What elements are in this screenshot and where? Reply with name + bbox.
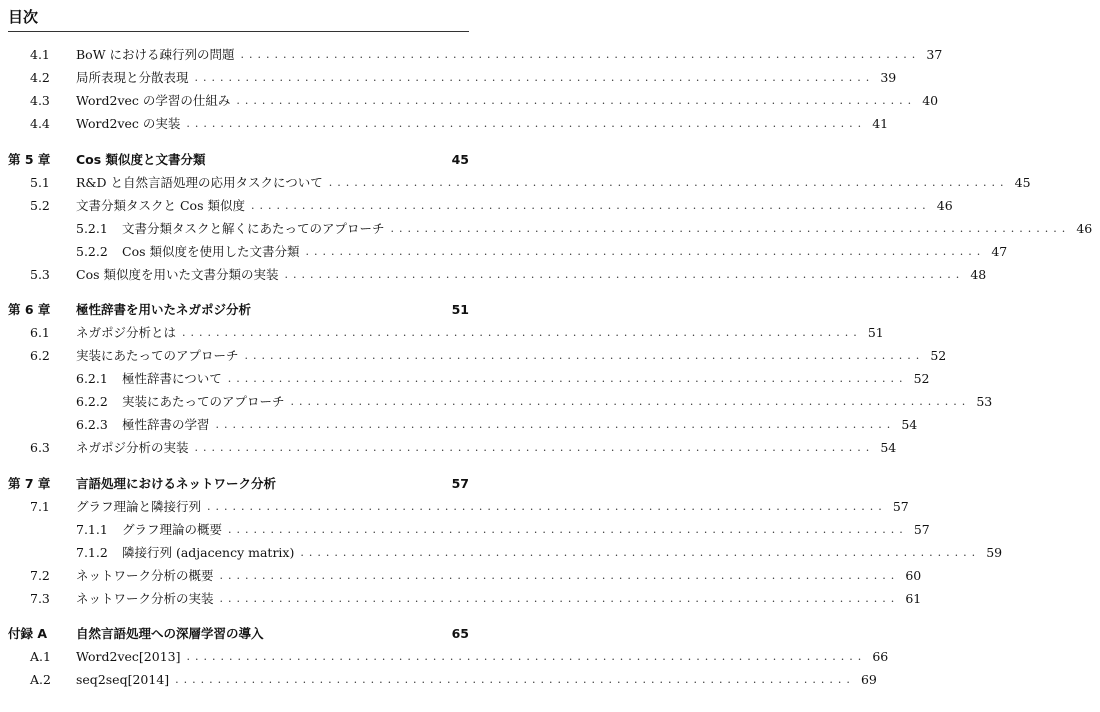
- toc-leader-dots: ................................................................................: [305, 245, 986, 258]
- toc-entry-subsection[interactable]: [0, 392, 993, 412]
- toc-leader-dots: ................................................................................: [328, 176, 1009, 189]
- toc-entry-page-number: 60: [905, 568, 922, 583]
- toc-entry-page-number: 69: [860, 672, 877, 687]
- toc-leader-dots: ................................................................................: [236, 94, 917, 107]
- toc-leader-dots: ................................................................................: [250, 199, 931, 212]
- toc-entry-number: 4.3: [30, 93, 50, 108]
- toc-leader-dots: ................................................................................: [300, 546, 981, 559]
- toc-entry-page-number: 61: [905, 591, 922, 606]
- toc-entry-title: 文書分類タスクと Cos 類似度: [76, 198, 245, 213]
- toc-entry-section[interactable]: [0, 68, 897, 88]
- toc-entry-page-number: 37: [926, 47, 943, 62]
- toc-entry-page-number: 57: [892, 499, 909, 514]
- toc-entry-section[interactable]: [0, 670, 877, 690]
- toc-entry-title: 極性辞書について: [122, 371, 222, 386]
- toc-entry-title: Cos 類似度を用いた文書分類の実装: [76, 267, 279, 282]
- toc-entry-number: 6.2.2: [76, 394, 108, 409]
- toc-entry-chapter[interactable]: [0, 150, 477, 170]
- toc-leader-dots: ................................................................................: [219, 592, 900, 605]
- toc-entry-title: Word2vec[2013]: [76, 649, 181, 664]
- toc-entry-number: A.2: [30, 672, 51, 687]
- toc-leader-dots: ................................................................................: [194, 441, 875, 454]
- toc-entry-number: 6.1: [30, 325, 50, 340]
- toc-entry-page-number: 52: [913, 371, 930, 386]
- toc-entry-title: seq2seq[2014]: [76, 672, 170, 687]
- toc-entry-section[interactable]: [0, 647, 889, 667]
- header-divider: [8, 31, 469, 32]
- toc-leader-dots: ................................................................................: [219, 569, 900, 582]
- toc-entry-title: Word2vec の実装: [76, 116, 181, 131]
- toc-entry-number: 4.2: [30, 70, 50, 85]
- toc-entry-section[interactable]: [0, 438, 897, 458]
- toc-entry-title: ネットワーク分析の実装: [76, 591, 214, 606]
- toc-entry-page-number: 47: [991, 244, 1008, 259]
- toc-entry-title: 局所表現と分散表現: [76, 70, 189, 85]
- toc-entry-title: 文書分類タスクと解くにあたってのアプローチ: [122, 221, 385, 236]
- toc-entry-section[interactable]: [0, 173, 1031, 193]
- toc-entry-subsection[interactable]: [0, 369, 930, 389]
- toc-leader-dots: ................................................................................: [244, 349, 925, 362]
- toc-entry-page-number: 66: [872, 649, 889, 664]
- toc-entry-title: ネットワーク分析の概要: [76, 568, 214, 583]
- toc-leader-dots: ................................................................................: [290, 395, 971, 408]
- toc-entry-page-number: 54: [901, 417, 918, 432]
- toc-entry-page-number: 65: [451, 626, 469, 641]
- toc-entry-page-number: 54: [880, 440, 897, 455]
- toc-entry-section[interactable]: [0, 91, 939, 111]
- toc-leader-dots: ................................................................................: [175, 673, 855, 686]
- toc-leader-dots: ................................................................................: [390, 222, 1071, 235]
- toc-entry-number: 7.1.2: [76, 545, 108, 560]
- toc-entry-number: 6.2: [30, 348, 50, 363]
- toc-entry-number: 第 7 章: [8, 476, 51, 491]
- toc-entry-title: BoW における疎行列の問題: [76, 47, 235, 62]
- toc-entry-section[interactable]: [0, 196, 953, 216]
- toc-entry-title: 自然言語処理への深層学習の導入: [76, 626, 264, 641]
- toc-entry-page-number: 51: [867, 325, 884, 340]
- toc-entry-number: 6.3: [30, 440, 50, 455]
- toc-entry-title: 実装にあたってのアプローチ: [122, 394, 285, 409]
- toc-entry-page-number: 51: [451, 302, 469, 317]
- toc-entry-subsection[interactable]: [0, 415, 918, 435]
- toc-entry-section[interactable]: [0, 497, 909, 517]
- toc-entry-number: 7.1: [30, 499, 50, 514]
- toc-entry-number: 5.2.1: [76, 221, 108, 236]
- toc-leader-dots: ................................................................................: [284, 268, 965, 281]
- toc-entry-chapter[interactable]: [0, 474, 477, 494]
- toc-entry-title: Cos 類似度と文書分類: [76, 152, 206, 167]
- toc-entry-page-number: 46: [1076, 221, 1093, 236]
- toc-leader-dots: ................................................................................: [215, 418, 896, 431]
- toc-entry-title: 言語処理におけるネットワーク分析: [76, 476, 277, 491]
- toc-entry-subsection[interactable]: [0, 543, 1003, 563]
- toc-entry-number: 5.3: [30, 267, 50, 282]
- toc-entry-subsection[interactable]: [0, 219, 1093, 239]
- toc-entry-number: 5.1: [30, 175, 50, 190]
- toc-entry-number: 6.2.1: [76, 371, 108, 386]
- toc-entry-page-number: 45: [451, 152, 469, 167]
- toc-entry-title: Word2vec の学習の仕組み: [76, 93, 231, 108]
- toc-leader-dots: ................................................................................: [207, 500, 887, 513]
- toc-entry-page-number: 52: [930, 348, 947, 363]
- toc-entry-number: 付録 A: [8, 626, 48, 641]
- toc-entry-page-number: 39: [880, 70, 897, 85]
- toc-entry-number: 第 5 章: [8, 152, 51, 167]
- toc-leader-dots: ................................................................................: [186, 117, 867, 130]
- toc-entry-number: 7.1.1: [76, 522, 108, 537]
- toc-entry-title: 極性辞書を用いたネガポジ分析: [76, 302, 252, 317]
- toc-entry-chapter[interactable]: [0, 300, 477, 320]
- toc-entry-subsection[interactable]: [0, 242, 1008, 262]
- toc-entry-section[interactable]: [0, 566, 922, 586]
- toc-entry-title: グラフ理論の概要: [122, 522, 223, 537]
- toc-entry-number: 第 6 章: [8, 302, 51, 317]
- toc-entry-title: 実装にあたってのアプローチ: [76, 348, 239, 363]
- toc-entry-title: ネガポジ分析の実装: [76, 440, 189, 455]
- toc-entry-section[interactable]: [0, 346, 947, 366]
- toc-entry-title: グラフ理論と隣接行列: [76, 499, 202, 514]
- toc-entry-page-number: 57: [451, 476, 469, 491]
- toc-entry-page-number: 53: [976, 394, 993, 409]
- toc-entry-number: 4.1: [30, 47, 50, 62]
- toc-entry-section[interactable]: [0, 589, 922, 609]
- toc-entry-title: R&D と自然言語処理の応用タスクについて: [76, 175, 323, 190]
- toc-entry-section[interactable]: [0, 265, 987, 285]
- page-header-title: 目次: [8, 8, 39, 26]
- toc-entry-page-number: 40: [922, 93, 939, 108]
- toc-entry-page-number: 59: [986, 545, 1003, 560]
- toc-leader-dots: ................................................................................: [194, 71, 875, 84]
- toc-leader-dots: ................................................................................: [228, 523, 908, 536]
- toc-entry-number: 7.2: [30, 568, 50, 583]
- toc-entry-number: 4.4: [30, 116, 50, 131]
- toc-entry-page-number: 45: [1014, 175, 1031, 190]
- toc-entry-page-number: 48: [970, 267, 987, 282]
- toc-entry-number: 6.2.3: [76, 417, 108, 432]
- toc-entry-number: 5.2.2: [76, 244, 108, 259]
- toc-entry-subsection[interactable]: [0, 520, 930, 540]
- toc-leader-dots: ................................................................................: [240, 48, 921, 61]
- toc-leader-dots: ................................................................................: [186, 650, 867, 663]
- toc-entry-chapter[interactable]: [0, 624, 477, 644]
- toc-entry-number: A.1: [30, 649, 51, 664]
- toc-entry-section[interactable]: [0, 323, 884, 343]
- toc-entry-title: 隣接行列 (adjacency matrix): [122, 545, 295, 560]
- toc-entry-page-number: 46: [936, 198, 953, 213]
- toc-entry-title: Cos 類似度を使用した文書分類: [122, 244, 300, 259]
- toc-entry-page-number: 41: [872, 116, 889, 131]
- toc-leader-dots: ................................................................................: [182, 326, 862, 339]
- toc-entry-title: 極性辞書の学習: [122, 417, 210, 432]
- toc-entry-number: 7.3: [30, 591, 50, 606]
- toc-leader-dots: ................................................................................: [227, 372, 908, 385]
- toc-entry-title: ネガポジ分析とは: [76, 325, 177, 340]
- toc-entry-section[interactable]: [0, 45, 943, 65]
- toc-entry-page-number: 57: [913, 522, 930, 537]
- toc-entry-number: 5.2: [30, 198, 50, 213]
- toc-entry-section[interactable]: [0, 114, 889, 134]
